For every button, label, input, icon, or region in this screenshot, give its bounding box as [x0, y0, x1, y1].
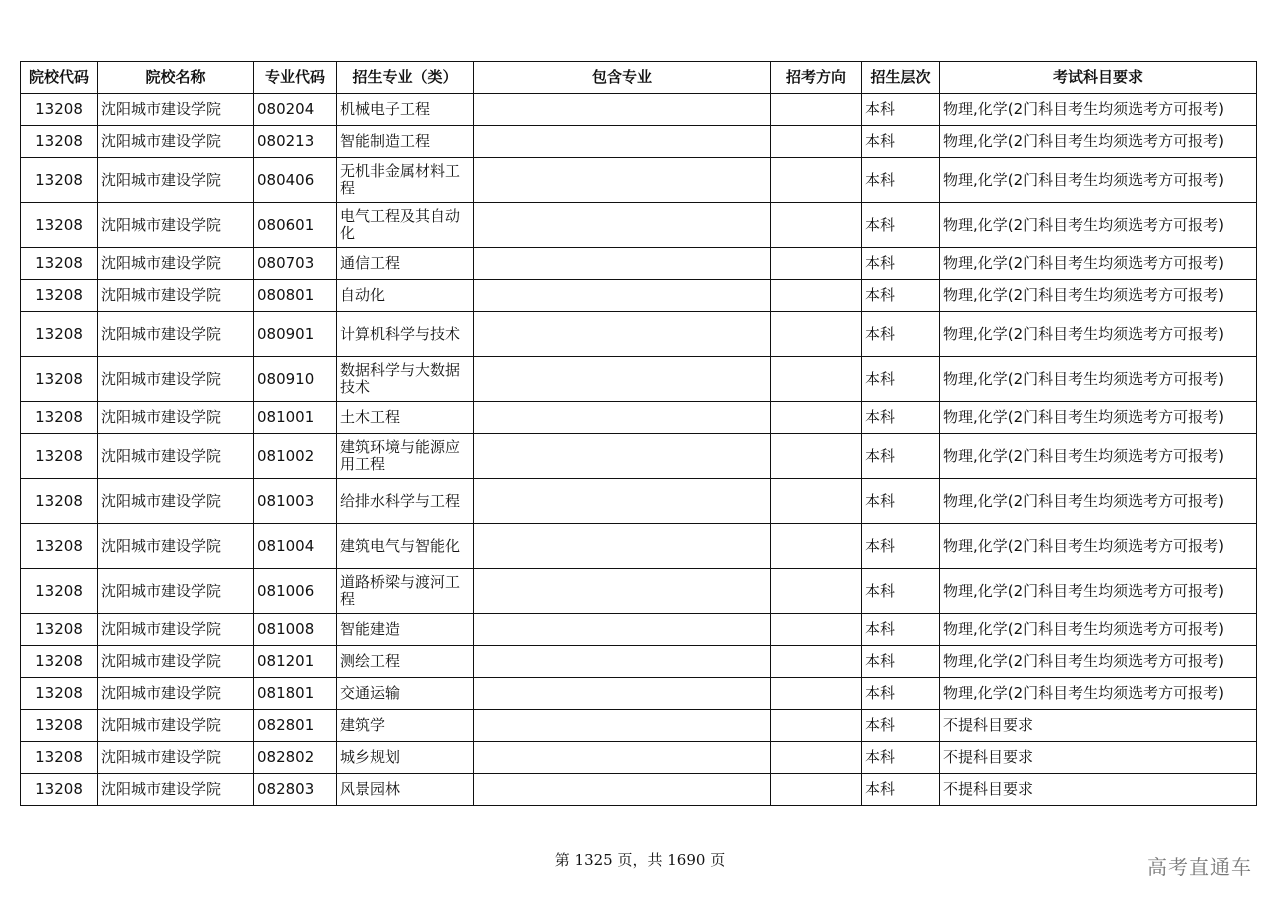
header-direction: 招考方向 [771, 62, 862, 94]
header-level: 招生层次 [862, 62, 940, 94]
cell-major: 建筑电气与智能化 [337, 524, 474, 569]
table-row [21, 742, 1257, 774]
cell-requirement: 不提科目要求 [940, 774, 1257, 806]
cell-direction [771, 646, 862, 678]
header-school-name: 院校名称 [98, 62, 254, 94]
admission-table [20, 61, 1257, 806]
cell-school-name: 沈阳城市建设学院 [98, 126, 254, 158]
table-row [21, 646, 1257, 678]
cell-requirement: 物理,化学(2门科目考生均须选考方可报考) [940, 94, 1257, 126]
cell-school-name: 沈阳城市建设学院 [98, 479, 254, 524]
cell-level: 本科 [862, 248, 940, 280]
cell-included [474, 402, 771, 434]
cell-school-code: 13208 [21, 710, 98, 742]
cell-major: 电气工程及其自动化 [337, 203, 474, 248]
cell-school-code: 13208 [21, 357, 98, 402]
cell-school-name: 沈阳城市建设学院 [98, 524, 254, 569]
table-row [21, 774, 1257, 806]
cell-requirement: 物理,化学(2门科目考生均须选考方可报考) [940, 357, 1257, 402]
header-included: 包含专业 [474, 62, 771, 94]
cell-major: 测绘工程 [337, 646, 474, 678]
cell-major-code: 081201 [254, 646, 337, 678]
cell-included [474, 312, 771, 357]
cell-direction [771, 203, 862, 248]
cell-direction [771, 357, 862, 402]
cell-school-code: 13208 [21, 614, 98, 646]
cell-major-code: 080901 [254, 312, 337, 357]
table-row [21, 710, 1257, 742]
cell-level: 本科 [862, 569, 940, 614]
cell-major: 给排水科学与工程 [337, 479, 474, 524]
cell-level: 本科 [862, 678, 940, 710]
cell-direction [771, 94, 862, 126]
cell-major-code: 081001 [254, 402, 337, 434]
cell-direction [771, 280, 862, 312]
cell-major: 建筑环境与能源应用工程 [337, 434, 474, 479]
cell-school-code: 13208 [21, 434, 98, 479]
cell-major: 智能建造 [337, 614, 474, 646]
cell-level: 本科 [862, 524, 940, 569]
cell-school-code: 13208 [21, 479, 98, 524]
cell-school-name: 沈阳城市建设学院 [98, 248, 254, 280]
cell-major-code: 081801 [254, 678, 337, 710]
cell-major-code: 080703 [254, 248, 337, 280]
cell-included [474, 434, 771, 479]
cell-major-code: 082802 [254, 742, 337, 774]
cell-requirement: 物理,化学(2门科目考生均须选考方可报考) [940, 158, 1257, 203]
table-row [21, 402, 1257, 434]
cell-level: 本科 [862, 479, 940, 524]
cell-school-code: 13208 [21, 678, 98, 710]
cell-school-code: 13208 [21, 158, 98, 203]
cell-major-code: 081003 [254, 479, 337, 524]
cell-major: 通信工程 [337, 248, 474, 280]
cell-direction [771, 479, 862, 524]
cell-school-name: 沈阳城市建设学院 [98, 774, 254, 806]
cell-level: 本科 [862, 774, 940, 806]
cell-major: 交通运输 [337, 678, 474, 710]
cell-major: 城乡规划 [337, 742, 474, 774]
cell-school-name: 沈阳城市建设学院 [98, 203, 254, 248]
cell-school-name: 沈阳城市建设学院 [98, 357, 254, 402]
cell-major: 机械电子工程 [337, 94, 474, 126]
cell-school-name: 沈阳城市建设学院 [98, 434, 254, 479]
cell-direction [771, 678, 862, 710]
cell-direction [771, 524, 862, 569]
cell-major: 道路桥梁与渡河工程 [337, 569, 474, 614]
cell-included [474, 126, 771, 158]
cell-requirement: 物理,化学(2门科目考生均须选考方可报考) [940, 280, 1257, 312]
cell-major-code: 080406 [254, 158, 337, 203]
cell-level: 本科 [862, 646, 940, 678]
cell-requirement: 物理,化学(2门科目考生均须选考方可报考) [940, 569, 1257, 614]
cell-level: 本科 [862, 434, 940, 479]
table-row [21, 248, 1257, 280]
cell-major-code: 080213 [254, 126, 337, 158]
cell-included [474, 646, 771, 678]
cell-included [474, 203, 771, 248]
cell-school-code: 13208 [21, 402, 98, 434]
header-major-code: 专业代码 [254, 62, 337, 94]
cell-requirement: 不提科目要求 [940, 710, 1257, 742]
cell-included [474, 280, 771, 312]
table-row [21, 357, 1257, 402]
cell-school-code: 13208 [21, 742, 98, 774]
cell-direction [771, 434, 862, 479]
table-row [21, 158, 1257, 203]
cell-included [474, 158, 771, 203]
cell-school-name: 沈阳城市建设学院 [98, 742, 254, 774]
cell-direction [771, 158, 862, 203]
cell-school-name: 沈阳城市建设学院 [98, 94, 254, 126]
cell-direction [771, 774, 862, 806]
cell-direction [771, 312, 862, 357]
cell-direction [771, 402, 862, 434]
cell-major: 自动化 [337, 280, 474, 312]
cell-direction [771, 710, 862, 742]
cell-direction [771, 248, 862, 280]
cell-school-name: 沈阳城市建设学院 [98, 569, 254, 614]
table-row [21, 569, 1257, 614]
header-major: 招生专业（类） [337, 62, 474, 94]
cell-requirement: 物理,化学(2门科目考生均须选考方可报考) [940, 402, 1257, 434]
cell-level: 本科 [862, 94, 940, 126]
cell-major-code: 080910 [254, 357, 337, 402]
cell-included [474, 614, 771, 646]
cell-major: 风景园林 [337, 774, 474, 806]
table-row [21, 312, 1257, 357]
cell-school-name: 沈阳城市建设学院 [98, 280, 254, 312]
cell-school-code: 13208 [21, 280, 98, 312]
cell-requirement: 物理,化学(2门科目考生均须选考方可报考) [940, 203, 1257, 248]
header-requirement: 考试科目要求 [940, 62, 1257, 94]
cell-requirement: 不提科目要求 [940, 742, 1257, 774]
cell-requirement: 物理,化学(2门科目考生均须选考方可报考) [940, 646, 1257, 678]
page-footer: 第 1325 页，共 1690 页 [554, 851, 726, 869]
cell-major: 计算机科学与技术 [337, 312, 474, 357]
cell-school-code: 13208 [21, 774, 98, 806]
cell-school-code: 13208 [21, 203, 98, 248]
cell-school-name: 沈阳城市建设学院 [98, 678, 254, 710]
cell-school-code: 13208 [21, 646, 98, 678]
table-row [21, 678, 1257, 710]
cell-major: 数据科学与大数据技术 [337, 357, 474, 402]
cell-major-code: 081002 [254, 434, 337, 479]
cell-level: 本科 [862, 742, 940, 774]
cell-major: 智能制造工程 [337, 126, 474, 158]
table-row [21, 524, 1257, 569]
table-row [21, 614, 1257, 646]
cell-school-code: 13208 [21, 524, 98, 569]
table-body [21, 94, 1257, 806]
cell-school-name: 沈阳城市建设学院 [98, 402, 254, 434]
cell-included [474, 742, 771, 774]
cell-included [474, 710, 771, 742]
cell-requirement: 物理,化学(2门科目考生均须选考方可报考) [940, 434, 1257, 479]
cell-requirement: 物理,化学(2门科目考生均须选考方可报考) [940, 248, 1257, 280]
cell-level: 本科 [862, 614, 940, 646]
cell-requirement: 物理,化学(2门科目考生均须选考方可报考) [940, 312, 1257, 357]
table-row [21, 94, 1257, 126]
cell-level: 本科 [862, 402, 940, 434]
cell-major-code: 080204 [254, 94, 337, 126]
cell-requirement: 物理,化学(2门科目考生均须选考方可报考) [940, 524, 1257, 569]
cell-level: 本科 [862, 126, 940, 158]
cell-school-code: 13208 [21, 248, 98, 280]
cell-school-name: 沈阳城市建设学院 [98, 158, 254, 203]
cell-included [474, 569, 771, 614]
cell-included [474, 357, 771, 402]
cell-level: 本科 [862, 357, 940, 402]
cell-school-code: 13208 [21, 94, 98, 126]
cell-school-name: 沈阳城市建设学院 [98, 710, 254, 742]
cell-major-code: 082803 [254, 774, 337, 806]
table-row [21, 479, 1257, 524]
cell-major-code: 080601 [254, 203, 337, 248]
cell-school-name: 沈阳城市建设学院 [98, 312, 254, 357]
cell-major: 土木工程 [337, 402, 474, 434]
cell-requirement: 物理,化学(2门科目考生均须选考方可报考) [940, 126, 1257, 158]
cell-level: 本科 [862, 158, 940, 203]
cell-level: 本科 [862, 280, 940, 312]
watermark: 高考直通车 [1147, 855, 1252, 879]
cell-included [474, 479, 771, 524]
cell-included [474, 248, 771, 280]
cell-school-code: 13208 [21, 312, 98, 357]
header-school-code: 院校代码 [21, 62, 98, 94]
cell-direction [771, 569, 862, 614]
table-row [21, 126, 1257, 158]
cell-included [474, 524, 771, 569]
cell-major: 建筑学 [337, 710, 474, 742]
table-row [21, 280, 1257, 312]
table-row [21, 203, 1257, 248]
cell-major-code: 081004 [254, 524, 337, 569]
cell-major-code: 080801 [254, 280, 337, 312]
cell-level: 本科 [862, 203, 940, 248]
cell-school-code: 13208 [21, 569, 98, 614]
cell-included [474, 94, 771, 126]
cell-direction [771, 614, 862, 646]
cell-major-code: 081008 [254, 614, 337, 646]
table-header [21, 62, 1257, 94]
cell-major-code: 081006 [254, 569, 337, 614]
cell-level: 本科 [862, 312, 940, 357]
table-row [21, 434, 1257, 479]
cell-major: 无机非金属材料工程 [337, 158, 474, 203]
cell-direction [771, 742, 862, 774]
cell-level: 本科 [862, 710, 940, 742]
cell-requirement: 物理,化学(2门科目考生均须选考方可报考) [940, 678, 1257, 710]
cell-school-name: 沈阳城市建设学院 [98, 646, 254, 678]
cell-direction [771, 126, 862, 158]
cell-school-code: 13208 [21, 126, 98, 158]
cell-major-code: 082801 [254, 710, 337, 742]
cell-included [474, 678, 771, 710]
cell-included [474, 774, 771, 806]
cell-school-name: 沈阳城市建设学院 [98, 614, 254, 646]
cell-requirement: 物理,化学(2门科目考生均须选考方可报考) [940, 479, 1257, 524]
cell-requirement: 物理,化学(2门科目考生均须选考方可报考) [940, 614, 1257, 646]
